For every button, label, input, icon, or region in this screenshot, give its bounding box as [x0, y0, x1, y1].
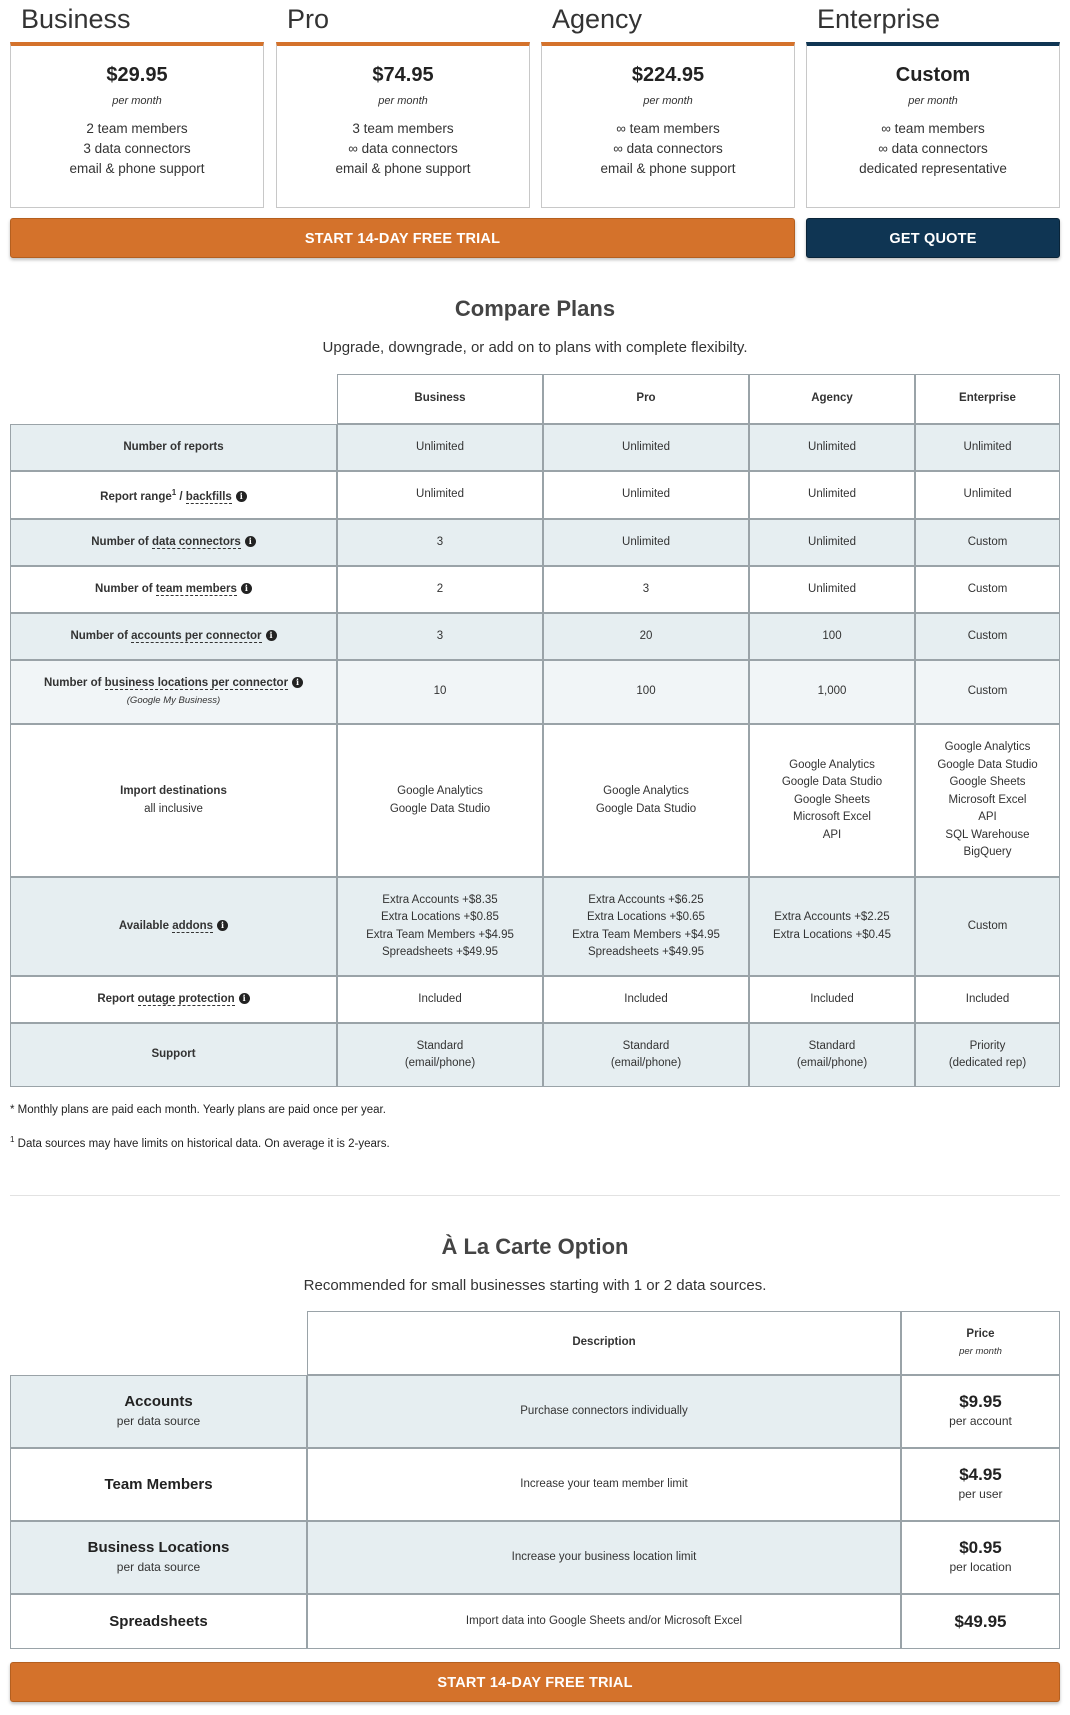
value-cell: 1,000: [749, 660, 915, 724]
team-members-link[interactable]: team members: [155, 582, 237, 595]
footnote-history: [10, 1135, 390, 1150]
plan-card-business: [10, 42, 264, 208]
value-cell: Unlimited: [543, 519, 749, 566]
info-icon[interactable]: i: [236, 491, 247, 502]
alacarte-item-name: Business Locations: [87, 1538, 230, 1556]
alacarte-price-unit: per location: [949, 1560, 1012, 1574]
alacarte-price-unit: per account: [949, 1414, 1012, 1428]
plan-period: per month: [643, 95, 693, 107]
info-icon[interactable]: i: [217, 920, 228, 931]
alacarte-item-sub: per data source: [116, 1560, 201, 1574]
alacarte-price: [901, 1594, 1060, 1649]
plan-header-business: Business: [21, 4, 131, 34]
value-cell: Extra Accounts +$2.25 Extra Locations +$0.45: [749, 877, 915, 976]
accounts-per-connector-link[interactable]: accounts per connector: [131, 629, 262, 642]
plan-feature: ∞ data connectors: [613, 141, 723, 156]
value-cell: Google Analytics Google Data Studio Google Sheets Microsoft Excel API SQL Warehouse BigQuery: [915, 724, 1060, 877]
alacarte-item: [10, 1594, 307, 1649]
row-label-text: Report range: [100, 490, 172, 503]
compare-header-agency: Agency: [749, 374, 915, 424]
table-row: [10, 1594, 1060, 1649]
value-cell: Custom: [915, 519, 1060, 566]
alacarte-title: À La Carte Option: [441, 1234, 629, 1259]
value-cell: Unlimited: [337, 424, 543, 471]
outage-protection-link[interactable]: outage protection: [137, 992, 235, 1005]
compare-header-business: Business: [337, 374, 543, 424]
business-locations-link[interactable]: business locations per connector: [104, 676, 289, 689]
value-cell: 100: [749, 613, 915, 660]
value-cell: 10: [337, 660, 543, 724]
alacarte-header-row: [10, 1311, 1060, 1375]
plan-price: Custom: [895, 64, 971, 86]
row-label-text: Number of: [43, 676, 105, 689]
row-label: [10, 613, 337, 660]
value-cell: 3: [337, 519, 543, 566]
value-cell: Unlimited: [543, 471, 749, 519]
value-cell: Google Analytics Google Data Studio: [337, 724, 543, 877]
row-label-text: Available: [118, 919, 173, 932]
alacarte-price-value: $49.95: [954, 1611, 1007, 1631]
alacarte-price-unit: per user: [958, 1487, 1003, 1501]
value-cell: Unlimited: [749, 519, 915, 566]
value-cell: Unlimited: [915, 424, 1060, 471]
alacarte-header-price: [901, 1311, 1060, 1375]
plan-header-agency: Agency: [552, 4, 643, 34]
footnote-marker: 1: [10, 1135, 15, 1144]
value-cell: Extra Accounts +$6.25 Extra Locations +$0.65 Extra Team Members +$4.95 Spreadsheets +$49.95: [543, 877, 749, 976]
row-label: [10, 471, 337, 519]
plan-features: [11, 119, 263, 179]
alacarte-item-name: Accounts: [124, 1392, 193, 1410]
table-row: [10, 519, 1060, 566]
plan-period: per month: [378, 95, 428, 107]
row-label-note: (Google My Business): [126, 695, 221, 706]
plan-feature: 3 team members: [352, 121, 454, 136]
row-label: [10, 976, 337, 1023]
value-cell: Unlimited: [749, 424, 915, 471]
alacarte-header-description: Description: [307, 1311, 901, 1375]
footnote-marker: 1: [171, 487, 177, 497]
value-cell: Standard (email/phone): [543, 1023, 749, 1087]
plan-features: [277, 119, 529, 179]
value-cell: Google Analytics Google Data Studio: [543, 724, 749, 877]
value-cell: 2: [337, 566, 543, 613]
value-cell: Standard (email/phone): [337, 1023, 543, 1087]
bottom-start-trial-button[interactable]: START 14-DAY FREE TRIAL: [10, 1662, 1060, 1702]
value-cell: Google Analytics Google Data Studio Google Sheets Microsoft Excel API: [749, 724, 915, 877]
row-label: [10, 877, 337, 976]
row-label-text: Number of: [91, 535, 152, 548]
plan-period: per month: [908, 95, 958, 107]
row-label-text: Support: [151, 1048, 196, 1061]
alacarte-item-sub: per data source: [116, 1414, 201, 1428]
plan-feature: email & phone support: [335, 161, 471, 176]
table-row: [10, 877, 1060, 976]
alacarte-item: [10, 1448, 307, 1521]
alacarte-price: [901, 1375, 1060, 1448]
table-row: [10, 660, 1060, 724]
alacarte-price-value: $4.95: [959, 1464, 1002, 1484]
row-label-sub: all inclusive: [144, 802, 203, 815]
table-row: [10, 471, 1060, 519]
row-label-text: Number of: [70, 629, 132, 642]
info-icon[interactable]: i: [245, 536, 256, 547]
plan-header-enterprise: Enterprise: [817, 4, 941, 34]
data-connectors-link[interactable]: data connectors: [151, 535, 241, 548]
value-cell: Included: [543, 976, 749, 1023]
row-label: [10, 660, 337, 724]
table-row: [10, 1023, 1060, 1087]
value-cell: Unlimited: [915, 471, 1060, 519]
plan-card-enterprise: [806, 42, 1060, 208]
compare-subtitle: Upgrade, downgrade, or add on to plans with complete flexibilty.: [322, 339, 748, 356]
value-cell: Standard (email/phone): [749, 1023, 915, 1087]
alacarte-item-name: Spreadsheets: [109, 1612, 208, 1630]
table-row: [10, 1521, 1060, 1594]
table-row: [10, 566, 1060, 613]
value-cell: Included: [915, 976, 1060, 1023]
section-divider: [10, 1195, 1060, 1196]
alacarte-header-price-label: Price: [966, 1327, 995, 1340]
plan-feature: 3 data connectors: [83, 141, 191, 156]
backfills-link[interactable]: backfills: [185, 490, 232, 503]
info-icon[interactable]: i: [292, 677, 303, 688]
value-cell: Unlimited: [543, 424, 749, 471]
alacarte-subtitle: Recommended for small businesses starting with 1 or 2 data sources.: [303, 1277, 767, 1294]
alacarte-description: Increase your team member limit: [307, 1448, 901, 1521]
row-label: [10, 1023, 337, 1087]
row-label-text: Import destinations: [120, 785, 227, 797]
table-row: [10, 976, 1060, 1023]
plan-card-agency: [541, 42, 795, 208]
alacarte-description: Increase your business location limit: [307, 1521, 901, 1594]
info-icon[interactable]: i: [239, 993, 250, 1004]
alacarte-price-value: $9.95: [959, 1391, 1002, 1411]
value-cell: Included: [337, 976, 543, 1023]
plan-feature: email & phone support: [69, 161, 205, 176]
plan-price: $74.95: [372, 64, 434, 86]
compare-header-enterprise: Enterprise: [915, 374, 1060, 424]
info-icon[interactable]: i: [241, 583, 252, 594]
row-label: [10, 519, 337, 566]
info-icon[interactable]: i: [266, 630, 277, 641]
value-cell: Extra Accounts +$8.35 Extra Locations +$0.85 Extra Team Members +$4.95 Spreadsheets +$49.95: [337, 877, 543, 976]
value-cell: Custom: [915, 566, 1060, 613]
alacarte-header-price-sub: per month: [959, 1346, 1002, 1357]
value-cell: 3: [337, 613, 543, 660]
compare-header-row: [10, 374, 1060, 424]
value-cell: Unlimited: [337, 471, 543, 519]
footnote-history-text: Data sources may have limits on historical data. On average it is 2-years.: [14, 1137, 390, 1150]
alacarte-description: Purchase connectors individually: [307, 1375, 901, 1448]
row-label-text: Number of: [95, 582, 156, 595]
get-quote-button[interactable]: GET QUOTE: [806, 218, 1060, 258]
table-row: [10, 424, 1060, 471]
plan-feature: ∞ data connectors: [878, 141, 988, 156]
compare-header-pro: Pro: [543, 374, 749, 424]
row-label: [10, 566, 337, 613]
plan-features: [542, 119, 794, 179]
alacarte-price-value: $0.95: [959, 1537, 1002, 1557]
plan-feature: email & phone support: [600, 161, 736, 176]
alacarte-item-name: Team Members: [104, 1475, 213, 1493]
plan-feature: ∞ data connectors: [348, 141, 458, 156]
row-label-separator: /: [176, 490, 186, 503]
start-trial-button[interactable]: START 14-DAY FREE TRIAL: [10, 218, 795, 258]
value-cell: Custom: [915, 877, 1060, 976]
row-label: [10, 424, 337, 471]
plan-price: $224.95: [631, 64, 705, 86]
value-cell: Unlimited: [749, 471, 915, 519]
plan-period: per month: [112, 95, 162, 107]
value-cell: Custom: [915, 660, 1060, 724]
plan-feature: ∞ team members: [881, 121, 985, 136]
table-row: [10, 724, 1060, 877]
plan-feature: 2 team members: [86, 121, 188, 136]
value-cell: Included: [749, 976, 915, 1023]
alacarte-price: [901, 1448, 1060, 1521]
row-label: [10, 724, 337, 877]
value-cell: Unlimited: [749, 566, 915, 613]
plan-feature: dedicated representative: [859, 161, 1007, 176]
alacarte-description: Import data into Google Sheets and/or Microsoft Excel: [307, 1594, 901, 1649]
alacarte-item: [10, 1375, 307, 1448]
alacarte-item: [10, 1521, 307, 1594]
plan-price: $29.95: [106, 64, 168, 86]
table-row: [10, 1375, 1060, 1448]
value-cell: Priority (dedicated rep): [915, 1023, 1060, 1087]
addons-link[interactable]: addons: [172, 919, 214, 932]
value-cell: 100: [543, 660, 749, 724]
value-cell: 20: [543, 613, 749, 660]
footnote-billing: * Monthly plans are paid each month. Yearly plans are paid once per year.: [10, 1104, 386, 1116]
plan-features: [807, 119, 1059, 179]
value-cell: 3: [543, 566, 749, 613]
row-label-text: Number of reports: [123, 440, 224, 453]
value-cell: Custom: [915, 613, 1060, 660]
alacarte-price: [901, 1521, 1060, 1594]
table-row: [10, 1448, 1060, 1521]
compare-title: Compare Plans: [454, 296, 616, 321]
table-row: [10, 613, 1060, 660]
row-label-text: Report: [97, 992, 138, 1005]
plan-card-pro: [276, 42, 530, 208]
plan-feature: ∞ team members: [616, 121, 720, 136]
plan-header-pro: Pro: [287, 4, 330, 34]
